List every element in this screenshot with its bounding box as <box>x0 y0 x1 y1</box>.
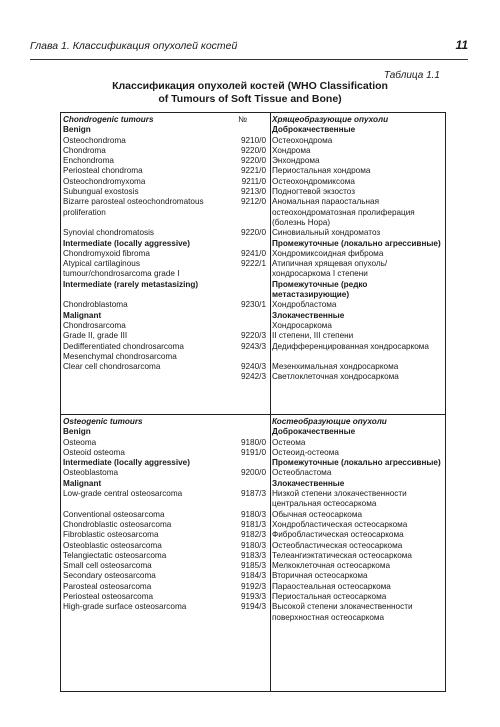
icd-o-code <box>219 239 268 249</box>
table-row <box>61 541 445 551</box>
english-term: Parosteal osteosarcoma <box>63 581 152 591</box>
table-row <box>61 197 445 228</box>
english-term: Osteoma <box>63 437 97 447</box>
table-row <box>61 592 445 602</box>
russian-term: II степени, III степени <box>272 331 354 341</box>
russian-term: Периостальная остеосаркома <box>272 592 387 602</box>
table-row <box>61 228 445 238</box>
english-term: Osteochondromyxoma <box>63 176 146 186</box>
english-term: Mesenchymal chondrosarcoma <box>63 351 177 361</box>
icd-o-code <box>219 479 268 489</box>
russian-term: Хрящеобразующие опухоли <box>272 115 389 124</box>
russian-term: Доброкачественные <box>272 427 356 437</box>
english-term: Fibroblastic osteosarcoma <box>63 530 159 540</box>
icd-o-code: 9183/3 <box>240 550 266 560</box>
icd-o-code <box>219 427 268 437</box>
table-title <box>60 80 440 106</box>
russian-term <box>268 352 445 362</box>
icd-o-code: 9184/3 <box>240 571 266 581</box>
icd-o-code: 9230/1 <box>240 300 266 310</box>
section-divider <box>61 414 445 415</box>
icd-o-code: 9187/3 <box>240 489 266 499</box>
icd-o-code: 9220/0 <box>240 156 266 166</box>
english-term: Enchondroma <box>63 156 114 166</box>
table-row <box>61 156 445 166</box>
icd-o-code: 9193/3 <box>240 592 266 602</box>
russian-term: Вторичная остеосаркома <box>272 571 368 581</box>
icd-o-code <box>219 311 268 321</box>
russian-term: Хондробластома <box>272 300 337 310</box>
table-row <box>61 321 445 331</box>
table-row <box>61 187 445 197</box>
table-row <box>61 146 445 156</box>
icd-o-code: 9182/3 <box>240 530 266 540</box>
icd-o-code: 9181/3 <box>240 519 266 529</box>
table-row <box>61 520 445 530</box>
english-term: Secondary osteosarcoma <box>63 571 156 581</box>
osteogenic-section <box>61 417 445 623</box>
russian-term: Синовиальный хондроматоз <box>272 228 381 238</box>
english-term: Telangiectatic osteosarcoma <box>63 550 167 560</box>
icd-o-code: 9213/0 <box>240 187 266 197</box>
russian-term: Аномальная параостальная остеохондроматозная пролиферация (болезнь Нора) <box>272 197 415 227</box>
table-row <box>61 311 445 321</box>
table-row <box>61 249 445 259</box>
russian-term: Телеангиэктатическая остеосаркома <box>272 550 412 560</box>
table-title-line1: Классификация опухолей костей (WHO Classification <box>112 80 388 92</box>
english-term: Periosteal chondroma <box>63 166 143 176</box>
english-term: Benign <box>63 125 91 135</box>
icd-o-code: 9220/0 <box>240 228 266 238</box>
icd-o-code: 9222/1 <box>240 259 266 269</box>
table-row <box>61 468 445 478</box>
table-row <box>61 458 445 468</box>
english-term <box>61 372 219 382</box>
russian-term: Промежуточные (редко метастазирующие) <box>272 279 368 300</box>
english-term: Benign <box>63 427 91 437</box>
english-term: Osteogenic tumours <box>63 417 143 426</box>
icd-o-code: 9212/0 <box>240 197 266 207</box>
russian-term: Промежуточные (локально агрессивные) <box>272 238 441 248</box>
table-row <box>61 352 445 362</box>
english-term: High-grade surface osteosarcoma <box>63 602 187 612</box>
icd-o-code: 9210/0 <box>240 135 266 145</box>
english-term: Chondromyxoid fibroma <box>63 248 150 258</box>
english-term: Intermediate (locally aggressive) <box>63 238 190 248</box>
english-term: Clear cell chondrosarcoma <box>63 362 161 372</box>
russian-term: Остеохондрома <box>272 135 333 145</box>
russian-term: Хондрома <box>272 145 311 155</box>
table-row <box>61 448 445 458</box>
table-row <box>61 125 445 135</box>
table-row <box>61 602 445 623</box>
table-title-line2: of Tumours of Soft Tissue and Bone) <box>158 93 342 105</box>
english-term: Grade II, grade III <box>63 331 128 341</box>
page-number: 11 <box>455 38 468 52</box>
russian-term: Обычная остеосаркома <box>272 509 363 519</box>
icd-o-code: 9243/3 <box>240 341 266 351</box>
icd-o-code: 9192/3 <box>240 581 266 591</box>
english-term: Atypical cartilaginous tumour/chondrosarcoma grade I <box>63 259 180 279</box>
number-column-header: № <box>238 115 247 124</box>
russian-term: Хондробластическая остеосаркома <box>272 519 408 529</box>
table-row <box>61 177 445 187</box>
russian-term: Мезенхимальная хондросаркома <box>272 362 399 372</box>
table-row <box>61 427 445 437</box>
russian-term: Остеома <box>272 437 306 447</box>
russian-term: Высокой степени злокачественности поверхностная остеосаркома <box>272 602 413 622</box>
table-row <box>61 372 445 382</box>
russian-term: Светлоклеточная хондросаркома <box>272 372 399 382</box>
table-row <box>61 362 445 372</box>
icd-o-code: 9241/0 <box>240 248 266 258</box>
english-term: Small cell osteosarcoma <box>63 561 152 571</box>
icd-o-code: 9185/3 <box>240 561 266 571</box>
icd-o-code <box>219 417 268 427</box>
russian-term: Дедифференцированная хондросаркома <box>272 341 429 351</box>
russian-term: Костеобразующие опухоли <box>272 417 387 426</box>
table-row <box>61 417 445 427</box>
russian-term: Периостальная хондрома <box>272 166 371 176</box>
russian-term: Энхондрома <box>272 156 320 166</box>
english-term: Synovial chondromatosis <box>63 228 155 238</box>
russian-term: Хондромиксоидная фиброма <box>272 248 384 258</box>
english-term: Conventional osteosarcoma <box>63 509 165 519</box>
table-label: Таблица 1.1 <box>383 70 440 81</box>
table-row <box>61 300 445 310</box>
english-term: Intermediate (rarely metastasizing) <box>63 279 199 289</box>
russian-term: Остеобластическая остеосаркома <box>272 540 403 550</box>
russian-term: Мелкоклеточная остеосаркома <box>272 561 391 571</box>
russian-term: Остеоид-остеома <box>272 447 339 457</box>
icd-o-code <box>219 280 268 301</box>
icd-o-code <box>219 321 268 331</box>
english-term: Osteochondroma <box>63 135 126 145</box>
icd-o-code: 9180/3 <box>240 540 266 550</box>
english-term: Chondrogenic tumours <box>63 115 154 124</box>
table-row <box>61 331 445 341</box>
english-term: Dedifferentiated chondrosarcoma <box>63 341 184 351</box>
icd-o-code <box>219 352 268 362</box>
english-term: Chondroblastic osteosarcoma <box>63 519 172 529</box>
russian-term: Параостеальная остеосаркома <box>272 581 391 591</box>
russian-term: Атипичная хрящевая опухоль/хондросаркома I степени <box>272 259 388 279</box>
english-term: Intermediate (locally aggressive) <box>63 458 190 468</box>
icd-o-code: 9221/0 <box>240 166 266 176</box>
english-term: Periosteal osteosarcoma <box>63 592 154 602</box>
table-row <box>61 166 445 176</box>
table-row <box>61 479 445 489</box>
icd-o-code: 9220/3 <box>240 331 266 341</box>
table-row <box>61 582 445 592</box>
english-term: Chondroblastoma <box>63 300 128 310</box>
table-row <box>61 239 445 249</box>
icd-o-code: 9180/0 <box>240 437 266 447</box>
header-rule <box>30 59 468 60</box>
russian-term: Доброкачественные <box>272 125 356 135</box>
icd-o-code: 9200/0 <box>240 468 266 478</box>
table-row <box>61 489 445 510</box>
english-term: Chondroma <box>63 145 106 155</box>
english-term: Malignant <box>63 310 102 320</box>
russian-term: Фибробластическая остеосаркома <box>272 530 404 540</box>
english-term: Osteoid osteoma <box>63 447 125 457</box>
table-row <box>61 136 445 146</box>
russian-term: Остеобластома <box>272 468 332 478</box>
icd-o-code: 9240/3 <box>240 362 266 372</box>
table-row <box>61 438 445 448</box>
table-row <box>61 551 445 561</box>
english-term: Bizarre parosteal osteochondromatous proliferation <box>63 197 204 217</box>
icd-o-code: 9180/3 <box>240 509 266 519</box>
chondrogenic-section <box>61 115 445 383</box>
icd-o-code: 9220/0 <box>240 145 266 155</box>
table-row <box>61 561 445 571</box>
table-row <box>61 342 445 352</box>
icd-o-code <box>219 458 268 468</box>
english-term: Chondrosarcoma <box>63 320 126 330</box>
icd-o-code <box>219 125 268 135</box>
icd-o-code: 9194/3 <box>240 602 266 612</box>
table-row <box>61 115 445 125</box>
chapter-title: Глава 1. Классификация опухолей костей <box>30 40 238 52</box>
page-header <box>30 40 468 56</box>
english-term: Subungual exostosis <box>63 187 139 197</box>
table-row <box>61 530 445 540</box>
table-row <box>61 280 445 301</box>
classification-table <box>60 112 446 692</box>
icd-o-code: 9242/3 <box>240 372 266 382</box>
english-term: Osteoblastic osteosarcoma <box>63 540 162 550</box>
icd-o-code: 9191/0 <box>240 447 266 457</box>
english-term: Osteoblastoma <box>63 468 119 478</box>
table-row <box>61 571 445 581</box>
english-term: Malignant <box>63 478 102 488</box>
english-term: Low-grade central osteosarcoma <box>63 489 183 499</box>
table-row <box>61 259 445 280</box>
russian-term: Промежуточные (локально агрессивные) <box>272 458 441 468</box>
russian-term: Хондросаркома <box>272 320 332 330</box>
table-row <box>61 510 445 520</box>
russian-term: Подногтевой экзостоз <box>272 187 356 197</box>
russian-term: Злокачественные <box>272 478 345 488</box>
russian-term: Низкой степени злокачественности центральная остеосаркома <box>272 489 407 509</box>
russian-term: Злокачественные <box>272 310 345 320</box>
icd-o-code: 9211/0 <box>241 176 266 186</box>
russian-term: Остеохондромиксома <box>272 176 355 186</box>
